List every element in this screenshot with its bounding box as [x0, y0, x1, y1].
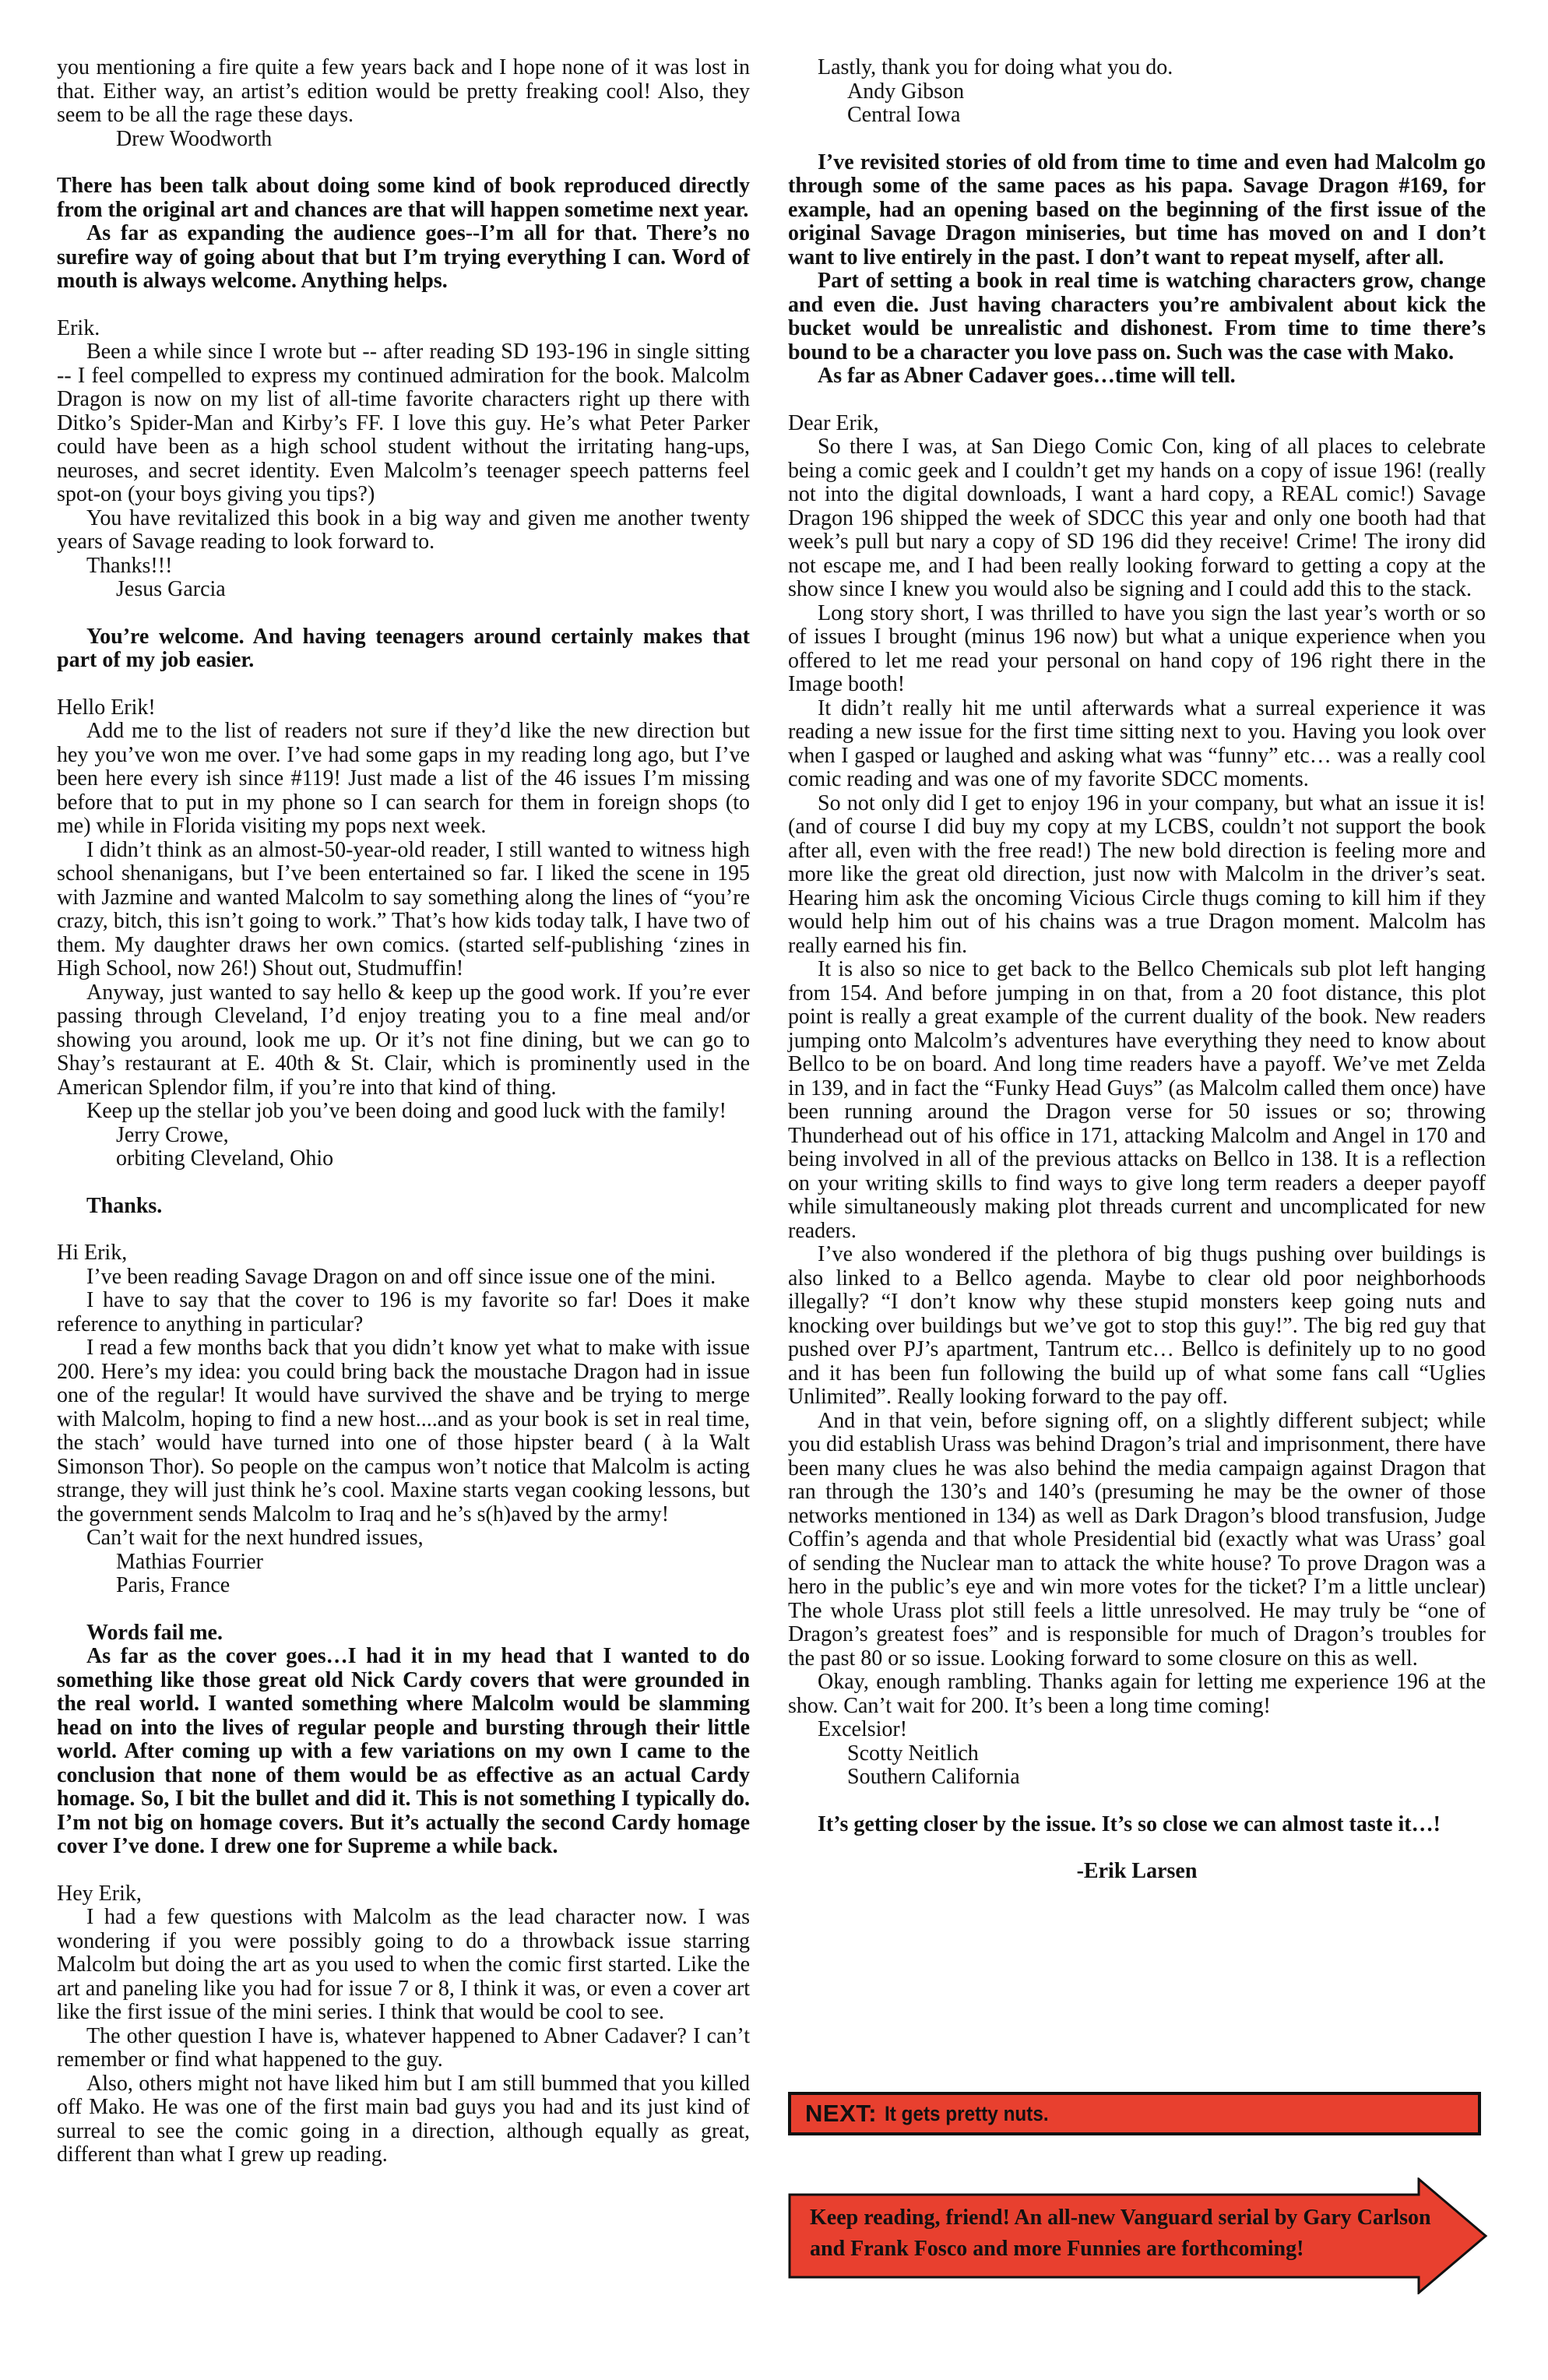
letter-paragraph: So not only did I get to enjoy 196 in your company, but what an issue it is! (and of course I did buy my copy at my LCBS, couldn’t not support the book after all, even with the free read!) The new bold direction is feeling more and more like the great old direction, just now with Malcolm in the driver’s seat. Hearing him ask the oncoming Vicious Circle thugs coming to kill him if they would help him out of his chains was a true Dragon moment. Malcolm has really earned his fin.	[788, 790, 1486, 958]
letter-paragraph: Also, others might not have liked him but I am still bummed that you killed off Mako. He was one of the first main bad guys you had and its just kind of surreal to see the comic going in a direction, although equally as great, different than what I grew up reading.	[57, 2071, 750, 2167]
paragraph-gap	[57, 1218, 750, 1241]
paragraph-gap	[57, 602, 750, 625]
editor-reply-paragraph: As far as Abner Cadaver goes…time will tell.	[818, 364, 1236, 388]
paragraph-gap	[788, 1836, 1486, 1860]
letter-paragraph: Lastly, thank you for doing what you do.	[818, 55, 1173, 79]
letter-paragraph: And in that vein, before signing off, on a slightly different subject; while you did establish Urass was behind Dragon’s trial and imprisonment, there have been many clues he was also behind the media campaign against Dragon that ran through the 130’s and 140’s (presuming he may be the owner of those networks mentioned in 134) as well as Dark Dragon’s blood transfusion, Judge Coffin’s agenda and that whole Presidential bid (exactly what was Urass’ goal of sending the Nuclear man to attack the white house? To prove Dragon was a hero in the public’s eye and win more votes for the ticket? I’m a little unclear) The whole Urass plot still feels a little unresolved. He may truly be “one of Dragon’s greatest foes” and is responsible for much of Dragon’s troubles for the past 80 or so issue. Looking forward to some closure on this as well.	[788, 1408, 1486, 1671]
editor-reply-paragraph: -Erik Larsen	[1076, 1859, 1198, 1883]
paragraph-gap	[57, 1171, 750, 1195]
editor-reply-paragraph: As far as expanding the audience goes--I’m all for that. There’s no surefire way of going about that but I’m trying everything I can. Word of mouth is always welcome. Anything helps.	[57, 221, 750, 293]
editor-reply-paragraph: It’s getting closer by the issue. It’s so close we can almost taste it…!	[818, 1811, 1441, 1836]
editor-reply-paragraph: Words fail me.	[86, 1620, 223, 1645]
letter-paragraph: Hey Erik,	[57, 1881, 142, 1906]
letter-paragraph: Hello Erik!	[57, 695, 156, 720]
signature-line: Jerry Crowe,	[116, 1122, 229, 1147]
letter-paragraph: I’ve been reading Savage Dragon on and off since issue one of the mini.	[86, 1264, 716, 1289]
editor-reply-paragraph: You’re welcome. And having teenagers around certainly makes that part of my job easier.	[57, 624, 750, 672]
letter-paragraph: Anyway, just wanted to say hello & keep up the good work. If you’re ever passing through Cleveland, I’d enjoy treating you to a fine meal and/or showing you around, look me up. Or it’s not fine dining, but we can go to Shay’s restaurant at E. 40th & St. Clair, which is prominently used in the American Splendor film, if you’re into that kind of thing.	[57, 980, 750, 1100]
signature-line: Jesus Garcia	[116, 577, 226, 601]
letter-paragraph: I didn’t think as an almost-50-year-old reader, I still wanted to witness high school shenanigans, but I’ve been entertained so far. I liked the scene in 195 with Jazmine and wanted Malcolm to say something along the lines of “you’re crazy, bitch, this isn’t going to work.” That’s how kids today talk, I have two of them. My daughter draws her own comics. (started self-publishing ‘zines in High School, now 26!) Shout out, Studmuffin!	[57, 837, 750, 981]
signature-line: Central Iowa	[847, 103, 961, 127]
paragraph-gap	[788, 389, 1486, 412]
signature-line: orbiting Cleveland, Ohio	[116, 1146, 334, 1171]
letter-paragraph: The other question I have is, whatever happened to Abner Cadaver? I can’t remember or find what happened to the guy.	[57, 2023, 750, 2072]
paragraph-gap	[788, 128, 1486, 151]
editor-reply-paragraph: There has been talk about doing some kind of book reproduced directly from the original art and chances are that will happen sometime next year.	[57, 174, 750, 222]
paragraph-gap	[57, 1598, 750, 1621]
letter-paragraph: Hi Erik,	[57, 1241, 128, 1265]
letter-paragraph: So there I was, at San Diego Comic Con, king of all places to celebrate being a comic geek and I couldn’t get my hands on a copy of issue 196! (really not into the digital downloads, I want a hard copy, a REAL comic!) Savage Dragon 196 shipped the week of SDCC this year and only one booth had that week’s pull but nary a copy of SD 196 did they receive! Crime! The irony did not escape me, and I had been really looking forward to getting a copy at the show since I knew you would also be signing and I could add this to the stack.	[788, 435, 1486, 601]
letter-paragraph: I have to say that the cover to 196 is my favorite so far! Does it make reference to anything in particular?	[57, 1288, 750, 1336]
signature-line: Paris, France	[116, 1573, 230, 1597]
next-keyword: NEXT:	[805, 2100, 878, 2127]
letter-paragraph: Keep up the stellar job you’ve been doing and good luck with the family!	[86, 1099, 727, 1123]
editor-reply-paragraph: Part of setting a book in real time is watching characters grow, change and even die. Just having characters you’re ambivalent about kick the bucket would be unrealistic and dishonest. From time to time there’s bound to be a character you love pass on. Such was the case with Mako.	[788, 269, 1486, 364]
letter-paragraph: It didn’t really hit me until afterwards what a surreal experience it was reading a new issue for the first time sitting next to you. Having you look over when I gasped or laughed and asking what was “funny” etc… was a really cool comic reading and was one of my favorite SDCC moments.	[788, 695, 1486, 791]
letter-paragraph: Excelsior!	[818, 1717, 908, 1741]
paragraph-gap	[57, 1859, 750, 1882]
right-column	[788, 56, 1486, 1884]
signature-line: Andy Gibson	[847, 79, 965, 104]
editor-reply-paragraph: I’ve revisited stories of old from time to time and even had Malcolm go through some of the same paces as his papa. Savage Dragon #169, for example, had an opening based on the beginning of the first issue of the original Savage Dragon miniseries, but time has moved on and I don’t want to live entirely in the past. I don’t want to repeat myself, after all.	[788, 150, 1486, 269]
letter-paragraph: Erik.	[57, 315, 100, 340]
letter-paragraph: Been a while since I wrote but -- after reading SD 193-196 in single sitting -- I feel compelled to express my continued admiration for the book. Malcolm Dragon is now on my list of all-time favorite characters right up there with Ditko’s Spider-Man and Kirby’s FF. I love this guy. He’s what Peter Parker could have been as a high school student without the irritating hang-ups, neuroses, and secret identity. Even Malcolm’s teenager speech patterns feel spot-on (your boys giving you tips?)	[57, 340, 750, 506]
letter-paragraph: I’ve also wondered if the plethora of big thugs pushing over buildings is also linked to a Bellco agenda. Maybe to clear old poor neighborhoods illegally? “I don’t know why these stupid monsters keep going nuts and knocking over buildings but we’ve got to stop this guy!”. The big red guy that pushed over PJ’s apartment, Tantrum etc… Bellco is definitely up to no good and it has been fun following the build up of what some fans call “Uglies Unlimited”. Really looking forward to the pay off.	[788, 1242, 1486, 1409]
paragraph-gap	[57, 294, 750, 317]
paragraph-gap	[57, 673, 750, 696]
paragraph-gap	[788, 1790, 1486, 1813]
letter-paragraph: Okay, enough rambling. Thanks again for letting me experience 196 at the show. Can’t wait for 200. It’s been a long time coming!	[788, 1670, 1486, 1718]
letter-paragraph: You have revitalized this book in a big way and given me another twenty years of Savage reading to look forward to.	[57, 505, 750, 554]
letter-paragraph: Long story short, I was thrilled to have you sign the last year’s worth or so of issues I brought (minus 196 now) but what a unique experience when you offered to let me read your personal on hand copy of 196 right there in the Image booth!	[788, 600, 1486, 696]
letter-paragraph: I read a few months back that you didn’t know yet what to make with issue 200. Here’s my idea: you could bring back the moustache Dragon had in issue one of the regular! It would have survived the shave and be trying to merge with Malcolm, hoping to find a new host....and as your book is set in real time, the stach’ would have turned into one of those hipster beard ( à la Walt Simonson Thor). So people on the campus won’t notice that Malcolm is acting strange, they will just think he’s cool. Maxine starts vegan cooking lessons, but the government sends Malcolm to Iraq and he’s s(h)aved by the army!	[57, 1336, 750, 1526]
signature-line: Drew Woodworth	[116, 126, 273, 151]
letter-paragraph: Dear Erik,	[788, 410, 879, 435]
paragraph-gap	[57, 151, 750, 174]
letter-paragraph: I had a few questions with Malcolm as the lead character now. I was wondering if you were possibly going to do a throwback issue starring Malcolm but doing the art as you used to when the comic first started. Like the art and paneling like you had for issue 7 or 8, I think it was, or even a cover art like the first issue of the mini series. I think that would be cool to see.	[57, 1905, 750, 2024]
letter-paragraph: Add me to the list of readers not sure if they’d like the new direction but hey you’ve won me over. I’ve had some gaps in my reading long ago, but I’ve been here every ish since #119! Just made a list of the 46 issues I’m missing before that to put in my phone so I can search for them in foreign shops (to me) while in Florida visiting my pops next week.	[57, 719, 750, 838]
letter-paragraph: Thanks!!!	[86, 553, 173, 578]
editor-reply-paragraph: Thanks.	[86, 1193, 163, 1218]
next-issue-box	[788, 2092, 1481, 2135]
letter-paragraph: Can’t wait for the next hundred issues,	[86, 1526, 424, 1550]
next-teaser-text: It gets pretty nuts.	[885, 2101, 1049, 2125]
signature-line: Mathias Fourrier	[116, 1549, 263, 1574]
signature-line: Southern California	[847, 1765, 1020, 1789]
letter-paragraph: you mentioning a fire quite a few years back and I hope none of it was lost in that. Either way, an artist’s edition would be pretty freaking cool! Also, they seem to be all the rage these days.	[57, 55, 750, 127]
signature-line: Scotty Neitlich	[847, 1741, 979, 1766]
arrow-banner-text: Keep reading, friend! An all-new Vanguard serial by Gary Carlson and Frank Fosco and more Funnies are forthcoming!	[810, 2206, 1431, 2261]
letter-paragraph: It is also so nice to get back to the Bellco Chemicals sub plot left hanging from 154. And before jumping in on that, from a 20 foot distance, this plot point is really a great example of the current duality of the book. New readers jumping onto Malcolm’s adventures have everything they need to know about Bellco to be on board. And long time readers have a payoff. We’ve met Zelda in 139, and in fact the “Funky Head Guys” (as Malcolm called them once) have been running around the Dragon verse for 50 issues or so; throwing Thunderhead out of his office in 171, attacking Malcolm and Angel in 170 and being involved in all of the previous attacks on Bellco in 138. It is a reflection on your writing skills to find ways to give long term readers a deeper payoff while simultaneously making plot threads current and uncomplicated for new readers.	[788, 957, 1486, 1243]
left-column	[57, 56, 750, 2167]
editor-reply-paragraph: As far as the cover goes…I had it in my head that I wanted to do something like those great old Nick Cardy covers that were grounded in the real world. I wanted something where Malcolm would be slamming head on into the lives of regular people and bursting through their little world. After coming up with a few variations on my own I came to the conclusion that none of them would be as effective as an actual Cardy homage. So, I bit the bullet and did it. This is not something I typically do. I’m not big on homage covers. But it’s actually the second Cardy homage cover I’ve done. I drew one for Supreme a while back.	[57, 1644, 750, 1858]
